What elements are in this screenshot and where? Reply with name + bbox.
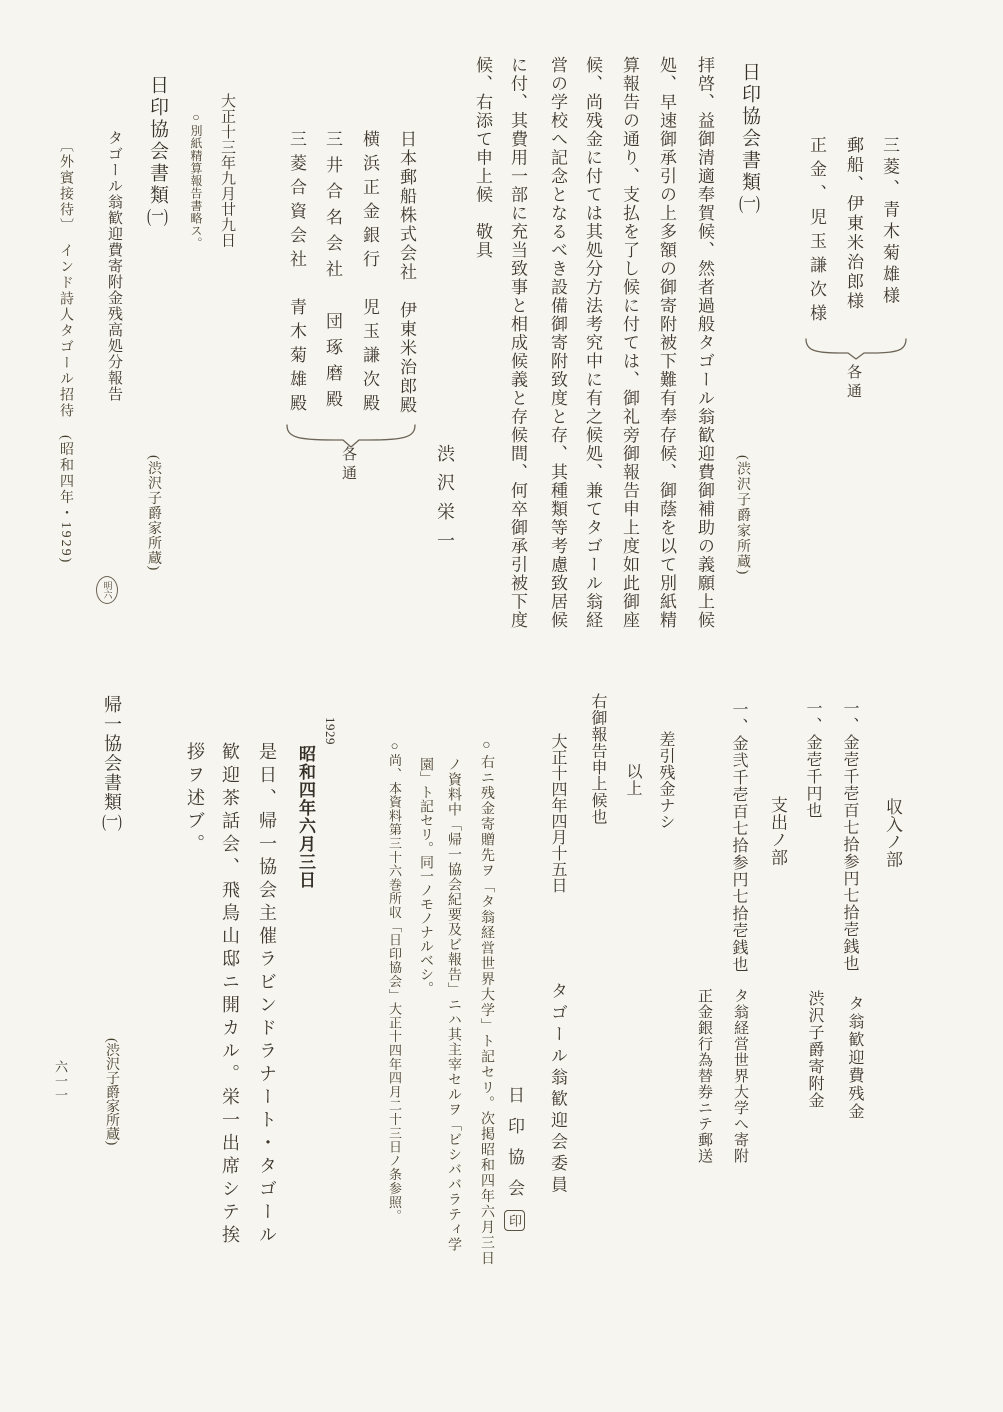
editor-note-line: ○尚、本資料第三十六巻所収「日印協会」大正十四年四月二十三日ノ条参照。	[387, 738, 402, 1223]
doc2-title-number: (一)	[102, 812, 122, 830]
doc2-source: (渋沢子爵家所蔵)	[104, 1038, 119, 1146]
doc1-appendix-note: ○別紙精算報告書略ス。	[189, 110, 203, 250]
letter-line: 候、尚残金に付ては其処分方法考究中に有之候処、兼てタゴール翁経	[583, 56, 602, 630]
doc1-title-text: 日印協会書類	[739, 62, 760, 194]
recipient-column: 正金、児玉謙次様	[807, 136, 826, 328]
reference-mark-text: 明六	[102, 581, 113, 599]
organization-name	[506, 1086, 523, 1231]
seal-stamp: 印	[504, 1210, 525, 1231]
doc2-title-text: 帰一協会書類	[102, 695, 122, 812]
doc1-source: (渋沢子爵家所蔵)	[735, 455, 750, 576]
expense-amount: 一、金弐千壱百七拾参円七拾壱銭也	[730, 701, 747, 973]
income-label: 渋沢子爵寄附金	[806, 990, 823, 1109]
income-section-header: 収入ノ部	[883, 798, 902, 868]
addressee-column: 横浜正金銀行 児玉謙次殿	[360, 130, 379, 418]
expense-label: タ翁経営世界大学へ寄附	[732, 988, 748, 1164]
entry-date-heading: 昭和四年六月三日	[296, 745, 315, 889]
income-amount: 一、金壱千円也	[804, 700, 821, 819]
editor-note-line: ○右ニ残金寄贈先ヲ「タ翁経営世界大学」ト記セリ。次掲昭和四年六月三日	[479, 738, 494, 1266]
expense-section-header: 支出ノ部	[768, 796, 787, 866]
addressee-column: 三井合名会社 団琢磨殿	[323, 130, 342, 416]
margin-category-label: 〔外賓接待〕 インド詩人タゴール招待 (昭和四年・1929)	[58, 138, 73, 565]
report-date: 大正十四年四月十五日	[549, 733, 566, 893]
page-number: 六一一	[53, 1060, 68, 1102]
report-title-text: 日印協会書類	[147, 75, 168, 207]
each-copy-note: 各通	[845, 364, 861, 402]
entry-line: 拶ヲ述ブ。	[185, 742, 205, 857]
doc2-title	[103, 695, 121, 830]
letter-line: に付、其費用一部に充当致事と相成候義と存候間、何卒御承引被下度	[508, 56, 527, 630]
income-amount: 一、金壱千壱百七拾参円七拾壱銭也	[841, 700, 858, 972]
expense-label: 正金銀行為替券ニテ郵送	[696, 988, 712, 1164]
letter-line: 拝啓、益御清適奉賀候、然者過般タゴール翁歓迎費御補助の義願上候	[695, 56, 714, 630]
addressee-column: 日本郵船株式会社 伊東米治郎殿	[397, 130, 416, 415]
each-copy-note: 各通	[340, 446, 356, 484]
doc1-date: 大正十三年九月廿九日	[219, 93, 235, 248]
report-subtitle: タゴール翁歓迎費寄附金残高処分報告	[106, 130, 122, 402]
addressee-column: 三菱合資会社 青木菊雄殿	[287, 130, 306, 418]
report-title	[148, 75, 167, 226]
report-source: (渋沢子爵家所蔵)	[146, 455, 161, 572]
letter-line: 算報告の通り、支払を了し候に付ては、御礼旁御報告申上度如此御座	[620, 56, 639, 630]
letter-line: 候、右添て申上候 敬具	[473, 56, 492, 260]
recipient-column: 郵船、伊東米治郎様	[844, 136, 863, 312]
letter-line: 営の学校へ記念となるべき設備御寄附致度と存、其種類等考慮致居候	[548, 56, 567, 630]
report-title-number: (一)	[147, 207, 168, 226]
doc1-title-number: (一)	[739, 194, 760, 213]
letter-line: 処、早速御承引の上多額の御寄附被下難有奉存候、御蔭を以て別紙精	[657, 56, 676, 630]
editor-note-line: 園」ト記セリ。同一ノモノナルベシ。	[418, 757, 433, 995]
entry-line: 歓迎茶話会、飛鳥山邸ニ開カル。栄一出席シテ挨	[220, 742, 240, 1248]
closing-word: 以上	[624, 763, 641, 797]
group-brace-icon	[804, 336, 908, 362]
entry-line: 是日、帰一協会主催ラビンドラナート・タゴール	[257, 742, 277, 1248]
year-western: 1929	[323, 717, 338, 745]
income-label: タ翁歓迎費残金	[846, 995, 863, 1121]
editor-note-line: ノ資料中「帰一協会紀要及ビ報告」ニハ其主宰セルヲ「ビシババラティ学	[446, 757, 461, 1252]
balance-line: 差引残金ナシ	[657, 731, 674, 830]
reference-mark-circle	[96, 576, 118, 604]
report-statement: 右御報告申上候也	[589, 693, 606, 825]
recipient-column: 三菱、青木菊雄様	[880, 136, 899, 308]
signature: 渋沢栄一	[435, 444, 455, 560]
organization-text: 日印協会	[505, 1086, 524, 1210]
doc1-title	[740, 62, 759, 213]
committee-name: タゴール翁歓迎会委員	[548, 982, 567, 1197]
